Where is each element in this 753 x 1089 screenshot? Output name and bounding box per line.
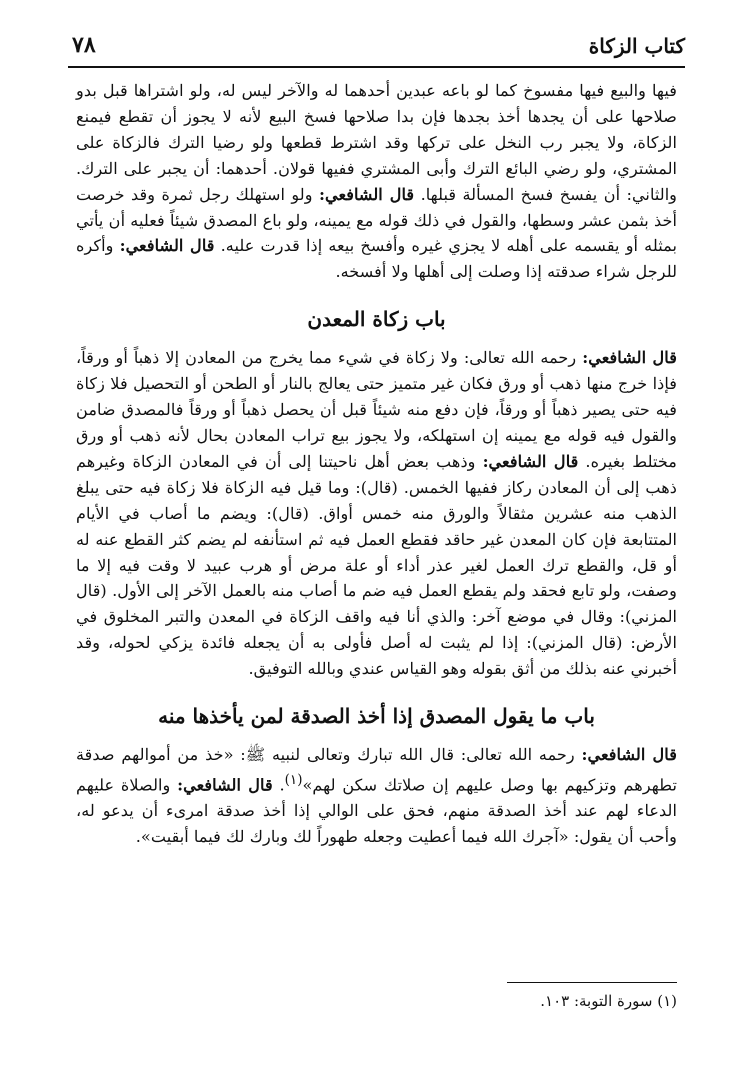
- footnote: [76, 992, 677, 1010]
- paragraph-3: قال الشافعي: رحمه الله تعالى: قال الله تبارك وتعالى لنبيه ﷺ: «خذ من أموالهم صدقة تطهرهم وتزكيهم بها وصل عليهم إن صلاتك سكن لهم»$^{(١)}$. قال الشافعي: والصلاة عليهم الدعاء لهم عند أخذ الصدقة منهم، فحق على الوالي إذا أخذ صدقة امرىء أن يدعو له، وأحب أن يقول: «آجرك الله فيما أعطيت وجعله طهوراً لك وبارك لك فيما أبقيت».: [76, 745, 678, 847]
- speaker-label: قال الشافعي:: [177, 775, 273, 795]
- chapter-title: كتاب الزكاة: [588, 34, 685, 58]
- section-heading-1: باب زكاة المعدن: [307, 307, 446, 332]
- speaker-label: قال الشافعي:: [582, 348, 677, 368]
- paragraph-1: فيها والبيع فيها مفسوخ كما لو باعه عبدين أحدهما له والآخر ليس له، ولو اشتراها قبل بدو صلاحها على أن يجدها أخذ بجدها فإن بدا صلاحها فسخ البيع لأنه لا يجوز أن تقطع فيمنع الزكاة، ولا يجبر رب النخل على تركها وقد اشترط قطعها ولو رضيا الترك فالزكاة على المشتري، ولو رضي البائع الترك وأبى المشتري ففيها قولان. أحدهما: أن يجبر على الترك. والثاني: أن يفسخ فسخ المسألة قبلها. قال الشافعي: ولو استهلك رجل ثمرة وقد خرصت أخذ بثمن عشر وسطها، والقول في ذلك قوله مع يمينه، ولو باع المصدق شيئاً فعليه أن يأتي بمثله أو يقسمه على أهله لا يجزي غيره وأفسخ بيعه إذا قدرت عليه. قال الشافعي: وأكره للرجل شراء صدقته إذا وصلت إلى أهلها ولا أفسخه.: [76, 81, 678, 282]
- page-number: ٧٨: [72, 32, 96, 58]
- speaker-label: قال الشافعي:: [581, 745, 677, 765]
- speaker-label: قال الشافعي:: [318, 184, 415, 204]
- footnote-divider: [507, 982, 677, 983]
- footnote-reference[interactable]: (١): [284, 771, 303, 788]
- section-heading-2: باب ما يقول المصدق إذا أخذ الصدقة لمن يأخذها منه: [158, 704, 595, 729]
- footnote-number: (١): [657, 992, 677, 1010]
- running-header: [68, 30, 685, 68]
- footnote-text: سورة التوبة: ١٠٣.: [540, 992, 653, 1010]
- speaker-label: قال الشافعي:: [482, 451, 579, 471]
- speaker-label: قال الشافعي:: [119, 236, 215, 256]
- paragraph-2: قال الشافعي: رحمه الله تعالى: ولا زكاة في شيء مما يخرج من المعادن إلا ذهباً أو ورقاً، فإذا خرج منها ذهب أو ورق فكان غير متميز حتى يعالج بالنار أو الطحن أو التحصيل فلا زكاة فيه حتى يصير ذهباً أو ورقاً، فإن دفع منه شيئاً قبل أن يحصل ذهباً أو ورقاً فالمصدق ضامن والقول فيه قوله مع يمينه إن استهلكه، ولا يجوز بيع تراب المعادن بحال لأنه ذهب أو ورق مختلط بغيره. قال الشافعي: وذهب بعض أهل ناحيتنا إلى أن في المعادن الزكاة وغيرهم ذهب إلى أن المعادن ركاز ففيها الخمس. (قال): وما قيل فيه الزكاة فلا زكاة فيه حتى يبلغ الذهب منه عشرين مثقالاً والورق منه خمس أواق. (قال): ويضم ما أصاب في الأيام المتتابعة فإن كان المعدن غير حاقد فقطع العمل فيه ثم استأنفه لم يضم كثر القطع عنه له أو قل، والقطع ترك العمل لغير عذر أداء أو علة مرض أو هرب عبيد لا وقت فيه إلا ما وصفت، ولو تابع فحقد ولم يقطع العمل فيه ضم ما أصاب منه بالعمل الآخر إلى الأول. (قال المزني): وقال في موضع آخر: والذي أنا فيه واقف الزكاة في المعدن والتبر المخلوق في الأرض: (قال المزني): إذا لم يثبت له أصل فأولى به أن يجعله فائدة يزكي لحوله، وقد أخبرني عنه بذلك من أثق بقوله وهو القياس عندي وبالله التوفيق.: [76, 348, 677, 679]
- page-body: [76, 78, 677, 850]
